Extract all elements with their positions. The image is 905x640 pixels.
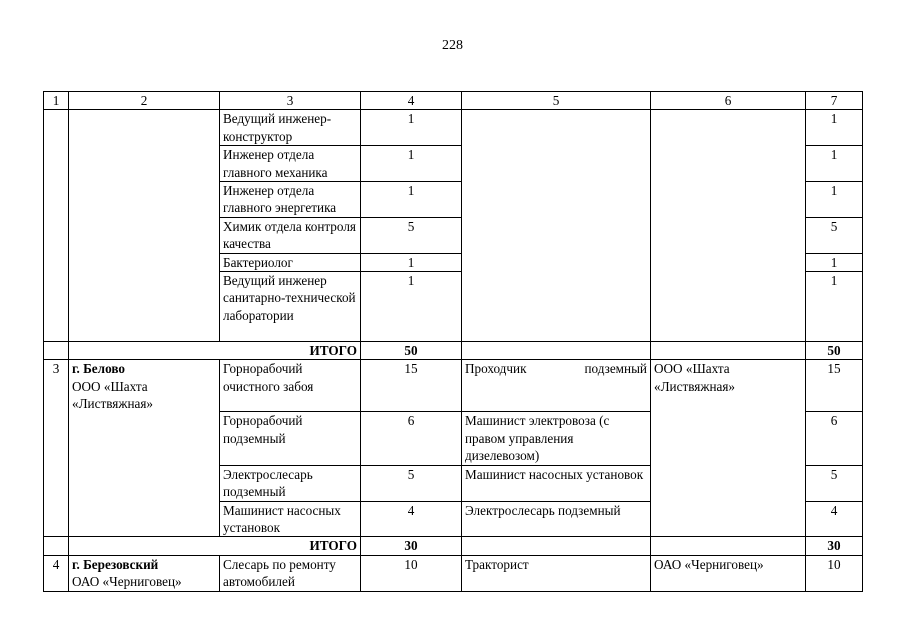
total-sum: 30 — [806, 537, 863, 555]
profession-cell: Машинист электровоза (с правом управления дизелевозом) — [462, 412, 651, 465]
empty-cell — [651, 342, 806, 360]
header-cell: 1 — [44, 92, 69, 110]
total-cell: 1 — [806, 146, 863, 182]
count-cell: 4 — [361, 501, 462, 537]
empty-cell — [69, 110, 220, 342]
position-cell: Инженер отдела главного энергетика — [220, 182, 361, 218]
count-cell: 1 — [361, 272, 462, 342]
location-cell — [69, 360, 220, 537]
total-cell: 15 — [806, 360, 863, 412]
total-cell: 1 — [806, 110, 863, 146]
org-name: ООО «Шахта «Листвяжная» — [72, 378, 154, 412]
position-cell: Инженер отдела главного механика — [220, 146, 361, 182]
header-row — [44, 92, 863, 110]
position-cell: Ведущий инженер санитарно-технической лаборатории — [220, 272, 361, 342]
header-cell: 7 — [806, 92, 863, 110]
position-cell: Горнорабочий очистного забоя — [220, 360, 361, 412]
position-cell: Электрослесарь подземный — [220, 465, 361, 501]
total-cell: 1 — [806, 272, 863, 342]
employer-cell: ОАО «Черниговец» — [651, 555, 806, 591]
empty-cell — [462, 110, 651, 342]
total-row — [44, 537, 863, 555]
empty-cell — [44, 342, 69, 360]
total-count: 50 — [361, 342, 462, 360]
header-cell: 3 — [220, 92, 361, 110]
table-row — [44, 110, 863, 146]
empty-cell — [44, 110, 69, 342]
total-label: ИТОГО — [69, 537, 361, 555]
total-cell: 4 — [806, 501, 863, 537]
header-cell: 4 — [361, 92, 462, 110]
profession-cell: Электрослесарь подземный — [462, 501, 651, 537]
total-cell: 5 — [806, 465, 863, 501]
row-number: 3 — [44, 360, 69, 537]
profession-part: Проходчик — [465, 361, 527, 377]
header-cell: 5 — [462, 92, 651, 110]
profession-cell — [462, 360, 651, 412]
profession-cell: Машинист насосных установок — [462, 465, 651, 501]
empty-cell — [462, 537, 651, 555]
city-name: г. Березовский — [72, 556, 159, 572]
table-row — [44, 555, 863, 591]
position-cell: Ведущий инженер-конструктор — [220, 110, 361, 146]
position-cell: Химик отдела контроля качества — [220, 217, 361, 253]
empty-cell — [44, 537, 69, 555]
employer-cell: ООО «Шахта «Листвяжная» — [651, 360, 806, 537]
total-cell: 1 — [806, 253, 863, 271]
vacancy-table — [43, 91, 863, 592]
position-cell: Горнорабочий подземный — [220, 412, 361, 465]
count-cell: 1 — [361, 146, 462, 182]
profession-cell: Тракторист — [462, 555, 651, 591]
count-cell: 1 — [361, 110, 462, 146]
total-cell: 1 — [806, 182, 863, 218]
total-label: ИТОГО — [69, 342, 361, 360]
org-name: ОАО «Черниговец» — [72, 574, 182, 590]
empty-cell — [651, 537, 806, 555]
city-name: г. Белово — [72, 361, 125, 377]
profession-part: подземный — [584, 361, 647, 377]
total-cell: 10 — [806, 555, 863, 591]
empty-cell — [462, 342, 651, 360]
count-cell: 1 — [361, 182, 462, 218]
empty-cell — [651, 110, 806, 342]
table-row — [44, 360, 863, 412]
count-cell: 10 — [361, 555, 462, 591]
header-cell: 6 — [651, 92, 806, 110]
total-cell: 5 — [806, 217, 863, 253]
location-cell — [69, 555, 220, 591]
position-cell: Машинист насосных установок — [220, 501, 361, 537]
count-cell: 15 — [361, 360, 462, 412]
total-sum: 50 — [806, 342, 863, 360]
position-cell: Бактериолог — [220, 253, 361, 271]
count-cell: 6 — [361, 412, 462, 465]
count-cell: 5 — [361, 217, 462, 253]
count-cell: 5 — [361, 465, 462, 501]
total-count: 30 — [361, 537, 462, 555]
row-number: 4 — [44, 555, 69, 591]
header-cell: 2 — [69, 92, 220, 110]
position-cell: Слесарь по ремонту автомобилей — [220, 555, 361, 591]
count-cell: 1 — [361, 253, 462, 271]
total-cell: 6 — [806, 412, 863, 465]
total-row — [44, 342, 863, 360]
page-number: 228 — [442, 38, 463, 53]
